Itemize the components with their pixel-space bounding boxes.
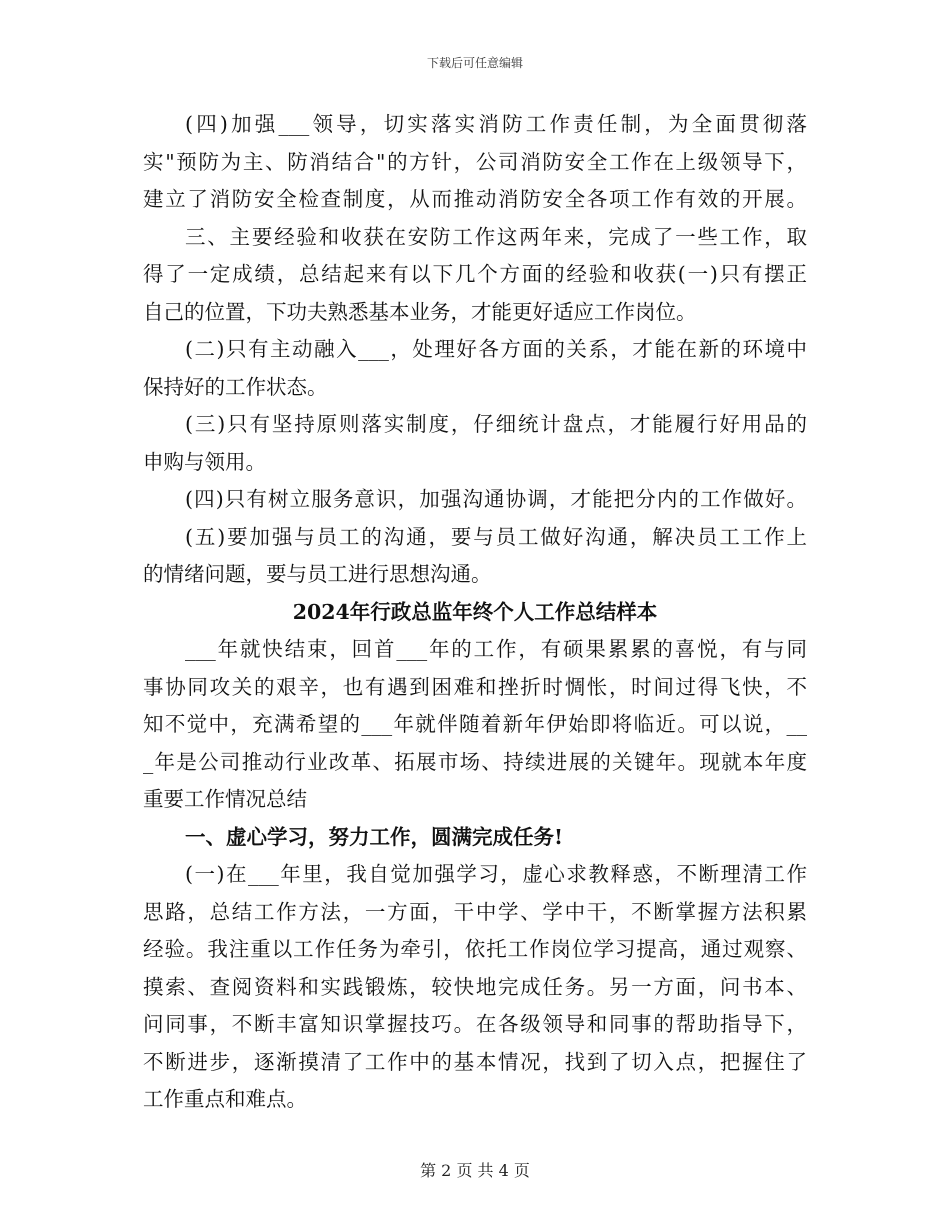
paragraph-line: (三)只有坚持原则落实制度，仔细统计盘点，才能履行好用品的 xyxy=(185,412,807,436)
paragraph-line: 建立了消防安全检查制度，从而推动消防安全各项工作有效的开展。 xyxy=(143,187,807,211)
paragraph-line: ___年就快结束，回首___年的工作，有硕果累累的喜悦，有与同 xyxy=(185,637,807,661)
paragraph-line: 经验。我注重以工作任务为牵引，依托工作岗位学习提高，通过观察、 xyxy=(143,937,807,961)
paragraph-line: (一)在___年里，我自觉加强学习，虚心求教释惑，不断理清工作 xyxy=(185,862,807,886)
paragraph-line: _年是公司推动行业改革、拓展市场、持续进展的关键年。现就本年度 xyxy=(143,749,807,774)
paragraph-line: 事协同攻关的艰辛，也有遇到困难和挫折时惆怅，时间过得飞快，不 xyxy=(143,674,807,699)
paragraph-line: 得了一定成绩，总结起来有以下几个方面的经验和收获(一)只有摆正 xyxy=(143,262,807,286)
paragraph-line: 保持好的工作状态。 xyxy=(143,374,328,399)
paragraph-line: (二)只有主动融入___，处理好各方面的关系，才能在新的环境中 xyxy=(185,337,807,361)
paragraph-line: 自己的位置，下功夫熟悉基本业务，才能更好适应工作岗位。 xyxy=(143,299,697,324)
page-number-footer: 第 2 页 共 4 页 xyxy=(420,1161,530,1180)
paragraph-line: 重要工作情况总结 xyxy=(143,787,307,811)
paragraph-line: 不断进步，逐渐摸清了工作中的基本情况，找到了切入点，把握住了 xyxy=(143,1049,807,1074)
subsection-heading: 一、虚心学习，努力工作，圆满完成任务! xyxy=(185,824,563,849)
paragraph-line: 三、主要经验和收获在安防工作这两年来，完成了一些工作，取 xyxy=(185,224,807,249)
paragraph-line: 思路，总结工作方法，一方面，干中学、学中干，不断掌握方法积累 xyxy=(143,899,807,924)
paragraph-line: (五)要加强与员工的沟通，要与员工做好沟通，解决员工工作上 xyxy=(185,524,807,549)
paragraph-line: 工作重点和难点。 xyxy=(143,1087,307,1111)
paragraph-line: 摸索、查阅资料和实践锻炼，较快地完成任务。另一方面，问书本、 xyxy=(143,974,807,999)
paragraph-line: 问同事，不断丰富知识掌握技巧。在各级领导和同事的帮助指导下， xyxy=(143,1012,807,1036)
paragraph-line: 申购与领用。 xyxy=(143,449,266,474)
page-header-note: 下载后可任意编辑 xyxy=(426,56,523,70)
paragraph-line: (四)加强___领导，切实落实消防工作责任制，为全面贯彻落 xyxy=(185,112,807,136)
document-body xyxy=(143,106,807,1119)
paragraph-line: 实"预防为主、防消结合"的方针，公司消防安全工作在上级领导下， xyxy=(143,149,807,174)
paragraph-line: 知不觉中，充满希望的___年就伴随着新年伊始即将临近。可以说，__ xyxy=(143,712,807,736)
paragraph-line: 的情绪问题，要与员工进行思想沟通。 xyxy=(143,562,492,586)
paragraph-line: (四)只有树立服务意识，加强沟通协调，才能把分内的工作做好。 xyxy=(185,487,807,511)
section-title: 2024年行政总监年终个人工作总结样本 xyxy=(292,599,658,624)
